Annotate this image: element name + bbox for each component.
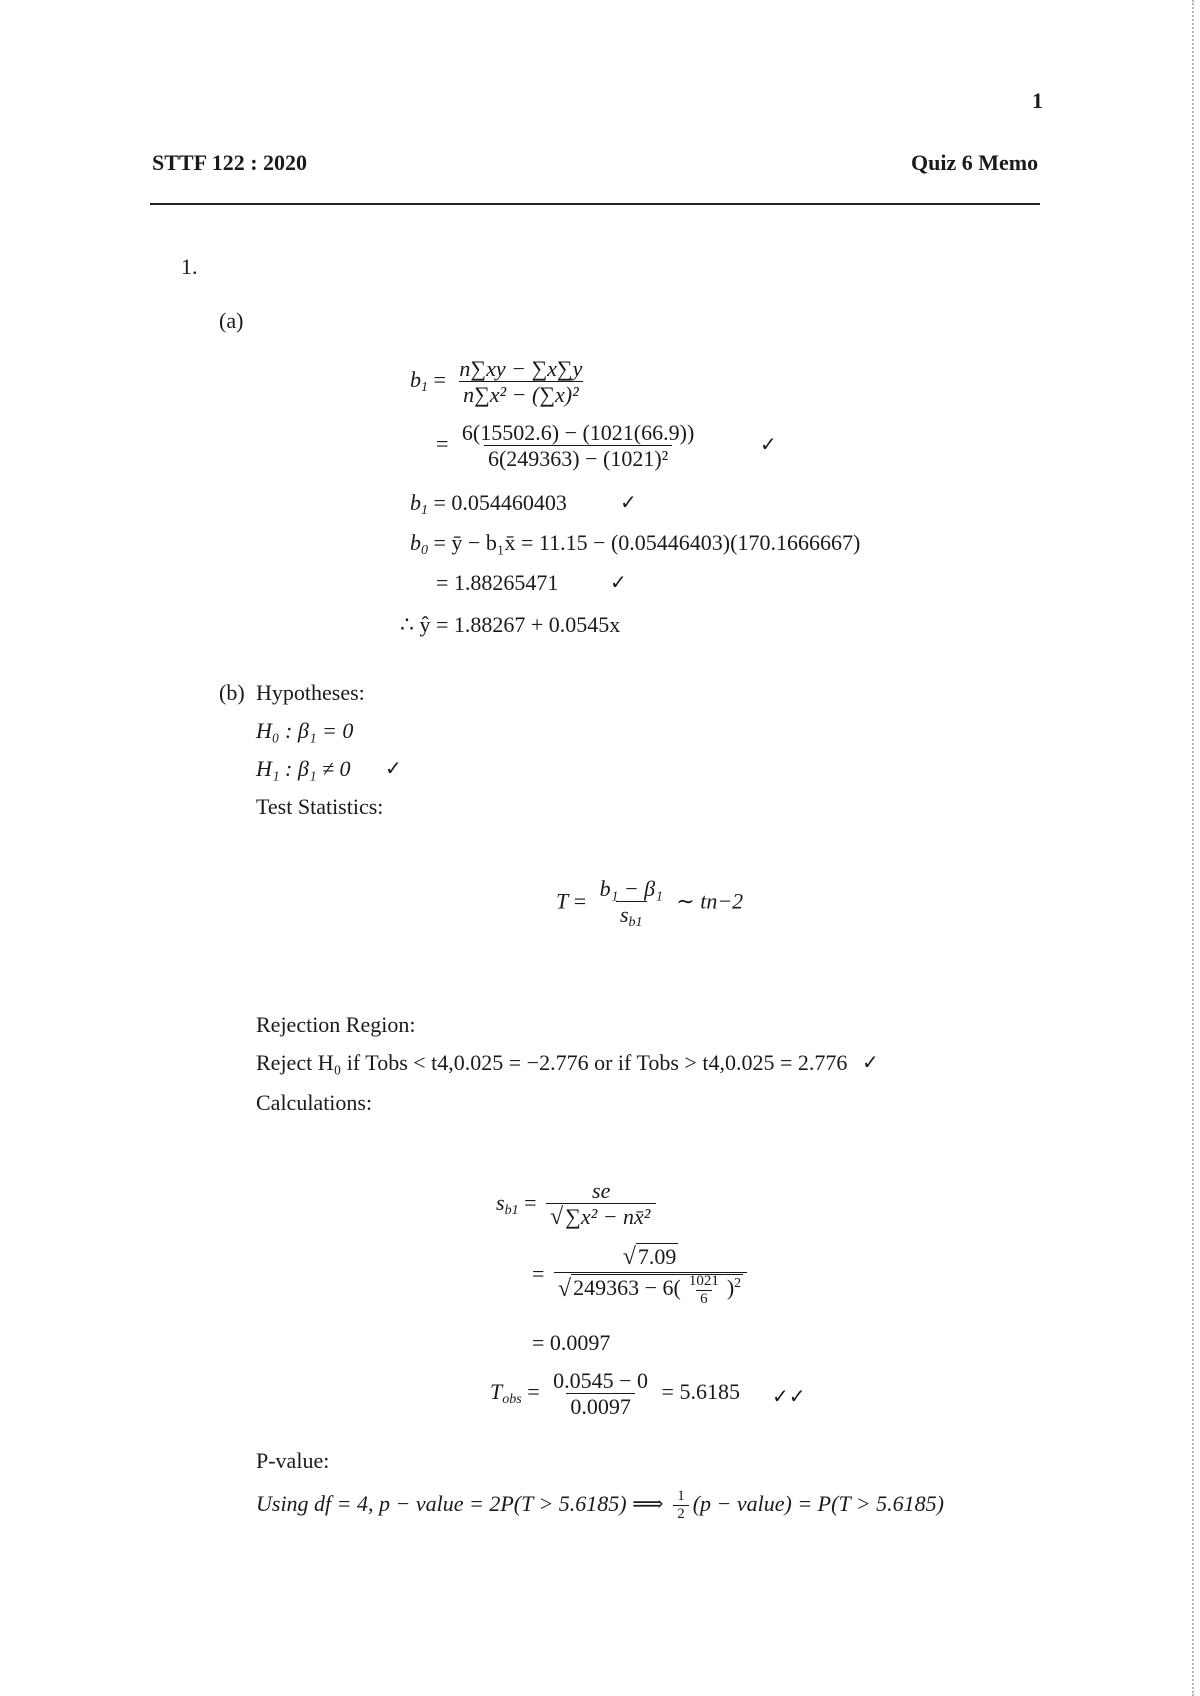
check-mark: ✓: [610, 572, 627, 594]
check-mark: ✓: [620, 492, 637, 514]
rejection-rule: Reject H₀ if Tobs < t4,0.025 = −2.776 or if Tobs > t4,0.025 = 2.776: [256, 1050, 848, 1075]
scan-edge-dots: [1192, 0, 1194, 1696]
test-statistics-label: Test Statistics:: [256, 794, 384, 819]
b1-formula: $b_1$ = $\frac{n\sum xy - \sum x\sum y}{\text{n∑x² − (∑x)²}}$: [410, 356, 590, 408]
check-mark: ✓: [385, 758, 402, 780]
regression-equation: ∴ ŷ = 1.88267 + 0.0545x: [400, 612, 621, 637]
b0-line: $b_0$ = ȳ − b₁x̄ = 11.15 − (0.05446403)(170.1666667): [410, 530, 861, 558]
t-observed: $T_{obs}$ = $\frac{0.0545 - 0}{0.0097}$ = 5.6185: [490, 1368, 740, 1420]
p-value-computation: Using df = 4, p − value = 2P(T > 5.6185) ⟹ $\frac{1}{2}$ (p − value) = P(T > 5.6185): [256, 1488, 944, 1523]
test-statistic-formula: T = $\frac{\text{b₁ − β₁}}{s_{b1}}$ ∼ tn−2: [556, 876, 744, 931]
b1-formula-denominator: n∑x² − (∑x)²: [459, 381, 583, 407]
sb1-value: = 0.0097: [532, 1330, 611, 1355]
hypotheses-label: Hypotheses:: [256, 680, 365, 705]
sb1-substitution: = √7.09 √249363 − 6( $\frac{1021}{6}$ )$^2$: [532, 1244, 751, 1308]
document-title: Quiz 6 Memo: [911, 150, 1039, 175]
part-a-label: (a): [219, 308, 244, 333]
alt-hypothesis: H₁ : β₁ ≠ 0: [256, 756, 351, 781]
b1-sub-denominator: 6(249363) − (1021)²: [484, 445, 672, 471]
double-check-mark: ✓✓: [772, 1386, 806, 1408]
question-number: 1.: [181, 254, 198, 279]
part-b-label: (b): [219, 680, 245, 705]
check-mark: ✓: [862, 1052, 879, 1074]
b0-value: = 1.88265471: [436, 570, 559, 595]
b1-value: $b_1 = 0.054460403$: [410, 490, 567, 518]
page-number: 1: [1032, 88, 1043, 113]
b1-substitution: = $\frac{6(15502.6) - (1021(66.9))}{\text{6(249363) − (1021)²}}$: [436, 420, 702, 472]
course-code: STTF 122 : 2020: [152, 150, 308, 175]
p-value-label: P-value:: [256, 1448, 330, 1473]
check-mark: ✓: [760, 434, 777, 456]
b1-formula-numerator: n∑xy − ∑x∑y: [459, 356, 583, 381]
calculations-label: Calculations:: [256, 1090, 373, 1115]
b1-sub-numerator: 6(15502.6) − (1021(66.9)): [461, 420, 695, 445]
sb1-formula: $s_{b1}$ = $\frac{se}{\text{√∑x² − nx̄²}}$: [496, 1178, 660, 1232]
null-hypothesis: H₀ : β₁ = 0: [256, 718, 354, 743]
rejection-region-label: Rejection Region:: [256, 1012, 416, 1037]
header-rule: [150, 203, 1040, 205]
